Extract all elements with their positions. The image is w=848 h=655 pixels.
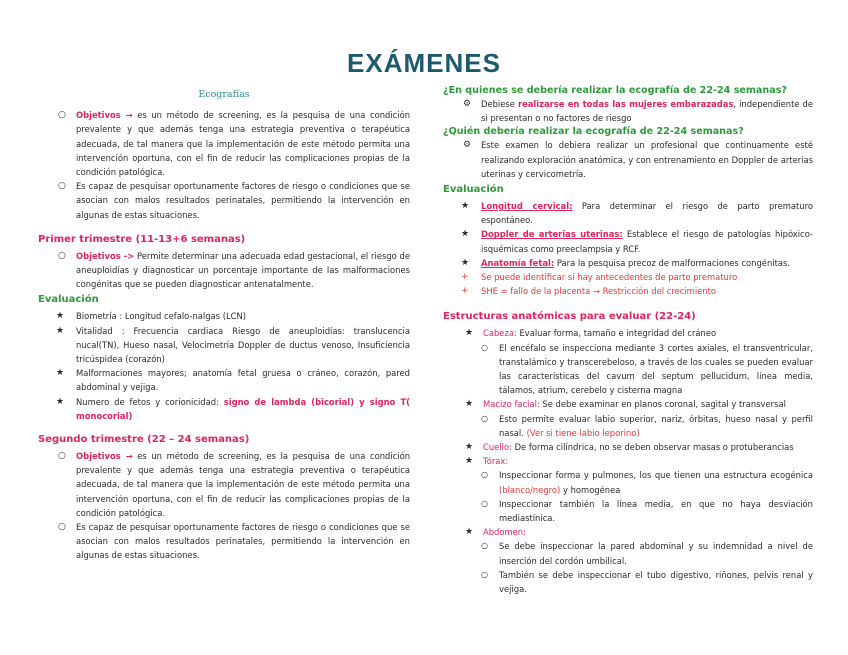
page-title: EXÁMENES <box>347 48 501 78</box>
star-bullet-icon: ★ <box>465 456 474 467</box>
list-item: ★ Biometría : Longitud cefalo-nalgas (LCN) <box>38 309 410 323</box>
structures-sublist <box>443 468 813 525</box>
heading-anatomical-structures: Estructuras anatómicas para evaluar (22-24) <box>443 311 696 323</box>
list-item: ○ Inspeccionar también la línea media, en que no haya desviación mediastínica. <box>481 498 813 524</box>
star-bullet-icon: ★ <box>465 527 474 538</box>
list-item: + SHE = fallo de la placenta → Restricción del crecimiento <box>443 284 813 298</box>
list-item: ★ Vitalidad : Frecuencia cardiaca Riesgo de aneuploidías: translucencia nucal(TN), Hueso nasal, Velocimetría Doppler de ductus venoso, Insuficiencia tricúspidea (corazón) <box>56 325 410 365</box>
list-item: ★ Numero de fetos y corionicidad: signo de lambda (bicorial) y signo T( monocorial) <box>56 396 410 421</box>
circle-bullet-icon: ○ <box>481 541 488 551</box>
list-item: ★ Anatomía fetal: Para la pesquisa precoz de malformaciones congénitas. <box>443 256 813 270</box>
list-item: ★ Malformaciones mayores; anatomía fetal gruesa o cráneo, corazón, pared abdominal y vejiga. <box>56 368 410 393</box>
list-item: ○ Es capaz de pesquisar oportunamente factores de riesgo o condiciones que se asocian con malos resultados perinatales, permitiendo la intervención en algunas de estas situaciones. <box>58 522 410 561</box>
list-item: ○ Es capaz de pesquisar oportunamente factores de riesgo o condiciones que se asocian con malos resultados perinatales, permitiendo la intervención en algunas de estas situaciones. <box>58 181 410 220</box>
circle-bullet-icon: ○ <box>481 498 488 508</box>
structures-list <box>443 525 813 539</box>
list-item: ★ Abdomen: <box>443 525 813 539</box>
circle-bullet-icon: ○ <box>481 569 488 579</box>
heading-second-trimester: Segundo trimestre (22 – 24 semanas) <box>38 434 250 446</box>
first-trimester-list <box>38 249 410 292</box>
gear-bullet-icon: ⚙ <box>463 99 472 109</box>
list-item: ○ Objetivos → es un método de screening, es la pesquisa de una condición prevalente y que además tenga una estrategia preventiva o terapéutica adecuada, de tal manera que la implementación de este método permita una intervención oportuna, con el fin de reducir las complicaciones propias de la condición patológica. <box>58 110 411 178</box>
list-item: ○ El encéfalo se inspecciona mediante 3 cortes axiales, el transventricular, transtalámico y transcerebeloso, a través de los cuales se pueden evaluar las características del cavum del septum pellucidum, línea media, tálamos, atrium, cerebelo y cisterna magna <box>481 342 813 396</box>
list-item: ⚙ Debiese realizarse en todas las mujeres embarazadas, independiente de si presentan o no factores de riesgo <box>463 99 813 124</box>
circle-bullet-icon: ○ <box>58 250 66 261</box>
list-item: + Se puede identificar si hay antecedentes de parto prematuro <box>443 270 813 284</box>
star-bullet-icon: ★ <box>461 229 470 240</box>
gear-bullet-icon: ⚙ <box>463 140 472 151</box>
list-item: ★ Longitud cervical: Para determinar el riesgo de parto prematuro espontáneo. <box>461 201 813 226</box>
right-column <box>443 84 813 596</box>
circle-bullet-icon: ○ <box>58 110 66 121</box>
star-bullet-icon: ★ <box>56 325 65 336</box>
circle-bullet-icon: ○ <box>58 181 66 192</box>
heading-question-who-gets: ¿En quienes se debería realizar la ecografía de 22-24 semanas? <box>443 85 787 96</box>
star-bullet-icon: ★ <box>461 257 470 268</box>
section-title-ecografias: Ecografías <box>198 89 250 100</box>
intro-list <box>38 108 410 222</box>
heading-question-who-performs: ¿Quién debería realizar la ecografía de 22-24 semanas? <box>443 126 744 138</box>
list-item: ○ Se debe inspeccionar la pared abdominal y su indemnidad a nivel de inserción del cordón umbilical. <box>481 541 813 566</box>
list-item: ○ Objetivos -> Permite determinar una adecuada edad gestacional, el riesgo de aneuploidías y diagnosticar un porcentaje importante de las malformaciones congénitas que se pueden diagnosticar antenatalmente. <box>58 250 410 290</box>
left-column <box>38 88 410 563</box>
list-item: ★ Macizo facial: Se debe examinar en planos coronal, sagital y transversal <box>443 397 813 411</box>
circle-bullet-icon: ○ <box>58 451 66 462</box>
evaluation-right-list <box>443 199 813 298</box>
list-item: ★ Cabeza: Evaluar forma, tamaño e integridad del cráneo <box>443 326 813 340</box>
structures-sublist <box>443 412 813 440</box>
list-item: ★ Doppler de arterias uterinas: Establece el riesgo de patologías hipóxico-isquémicas como preeclampsia y RCF. <box>461 229 813 254</box>
star-bullet-icon: ★ <box>465 442 474 453</box>
list-item: ⚙ Este examen lo debiera realizar un profesional que continuamente esté realizando exploración anatómica, y con entrenamiento en Doppler de arterias uterinas y cervicometría. <box>463 140 813 179</box>
star-bullet-icon: ★ <box>461 201 470 212</box>
list-item: ○ Objetivos → es un método de screening, es la pesquisa de una condición prevalente y que además tenga una estrategia preventiva o terapéutica adecuada, de tal manera que la implementación de este método permita una intervención oportuna, con el fin de reducir las complicaciones propias de la condición patológica. <box>58 451 411 518</box>
star-bullet-icon: ★ <box>56 396 65 407</box>
plus-bullet-icon: + <box>461 286 469 297</box>
circle-bullet-icon: ○ <box>481 470 488 480</box>
structures-sublist <box>443 341 813 398</box>
star-bullet-icon: ★ <box>465 328 474 339</box>
circle-bullet-icon: ○ <box>58 522 66 533</box>
circle-bullet-icon: ○ <box>481 342 488 352</box>
star-bullet-icon: ★ <box>56 368 65 379</box>
q2-list <box>443 138 813 181</box>
circle-bullet-icon: ○ <box>481 413 488 423</box>
evaluation-list <box>38 309 410 423</box>
list-item: ★ Cuello: De forma cilíndrica, no se deben observar masas o protuberancias <box>443 440 813 454</box>
q1-list <box>443 97 813 125</box>
structures-sublist <box>443 539 813 596</box>
list-item: ○ También se debe inspeccionar el tubo digestivo, riñones, pelvis renal y vejiga. <box>481 569 813 595</box>
star-bullet-icon: ★ <box>465 399 474 410</box>
star-bullet-icon: ★ <box>56 311 65 322</box>
list-item: ★ Tórax: <box>443 454 813 468</box>
list-item: ○ Inspeccionar forma y pulmones, los que tienen una estructura ecogénica (blanco/negro) y homogénea <box>481 470 813 495</box>
list-item: ○ Esto permite evaluar labio superior, nariz, órbitas, hueso nasal y perfil nasal. (Ver si tiene labio leporino) <box>481 413 813 438</box>
structures-list <box>443 397 813 411</box>
heading-first-trimester: Primer trimestre (11-13+6 semanas) <box>38 233 246 245</box>
structures-list <box>443 326 813 340</box>
second-trimester-list <box>38 449 410 563</box>
heading-evaluation: Evaluación <box>38 294 99 306</box>
heading-evaluation-right: Evaluación <box>443 184 504 196</box>
structures-list <box>443 440 813 468</box>
plus-bullet-icon: + <box>461 272 469 283</box>
